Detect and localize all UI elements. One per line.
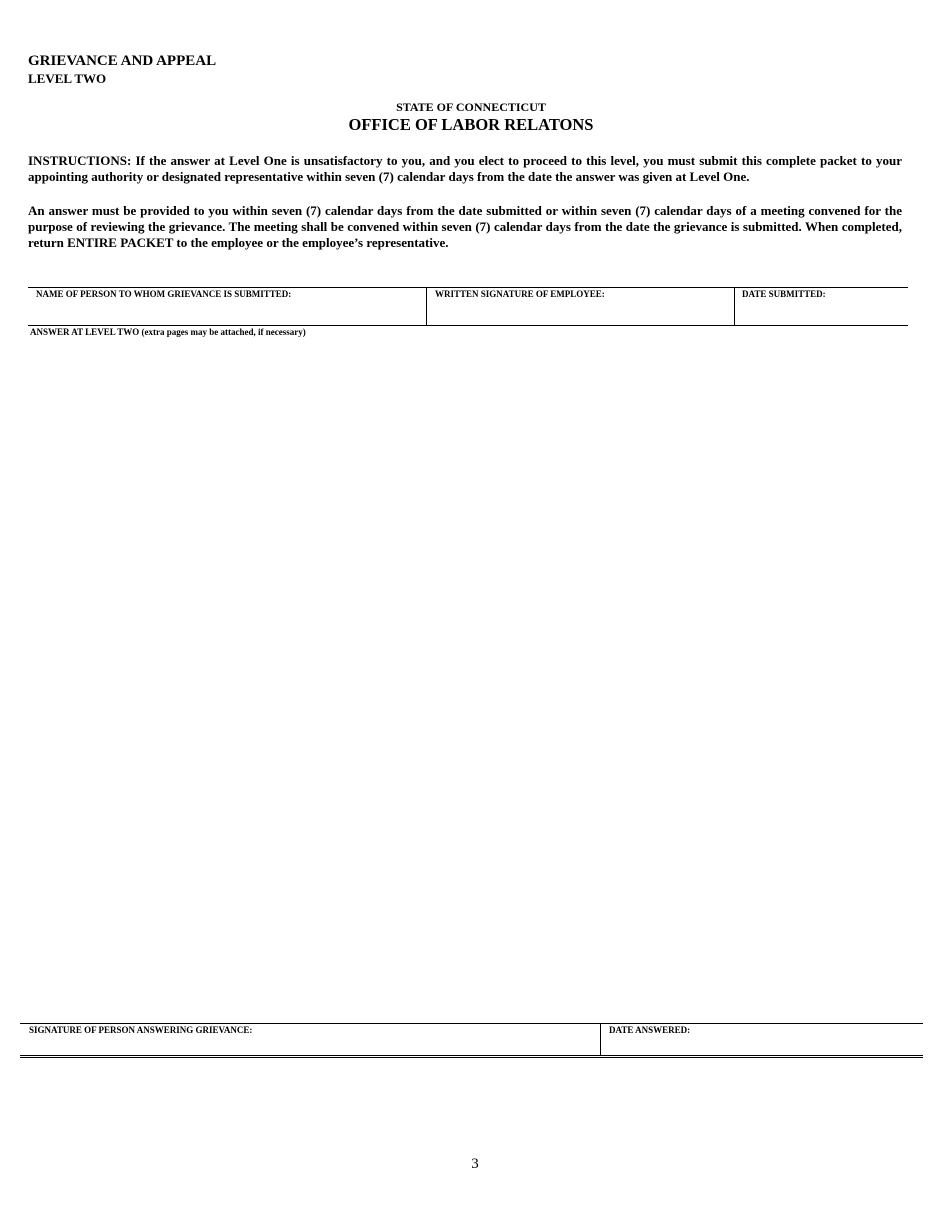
document-title: GRIEVANCE AND APPEAL (28, 53, 217, 69)
submitted-to-label: NAME OF PERSON TO WHOM GRIEVANCE IS SUBMITTED: (36, 289, 292, 299)
document-level: LEVEL TWO (28, 71, 107, 86)
employee-signature-field[interactable] (426, 288, 734, 326)
date-answered-label: DATE ANSWERED: (609, 1025, 691, 1035)
submitted-to-field[interactable] (28, 288, 426, 326)
date-answered-field[interactable] (600, 1024, 923, 1055)
instructions-paragraph: INSTRUCTIONS: If the answer at Level One is unsatisfactory to you, and you elect to proceed to this level, you must submit this complete packet to your appointing authority or designated representative within seven (7) calendar days from the date the answer was given at Level One. (28, 153, 902, 184)
date-submitted-label: DATE SUBMITTED: (742, 289, 826, 299)
office-heading: OFFICE OF LABOR RELATONS (348, 115, 594, 134)
submission-fields-table (28, 287, 908, 326)
state-heading: STATE OF CONNECTICUT (396, 100, 546, 114)
date-submitted-field[interactable] (734, 288, 908, 326)
answer-fields-table (20, 1023, 923, 1058)
answering-signature-field[interactable] (20, 1024, 600, 1055)
employee-signature-label: WRITTEN SIGNATURE OF EMPLOYEE: (435, 289, 605, 299)
answering-signature-label: SIGNATURE OF PERSON ANSWERING GRIEVANCE: (29, 1025, 253, 1035)
page-number: 3 (471, 1156, 479, 1172)
answer-section-label: ANSWER AT LEVEL TWO (extra pages may be attached, if necessary) (30, 327, 306, 337)
answer-deadline-paragraph: An answer must be provided to you within seven (7) calendar days from the date submitted or within seven (7) calendar days of a meeting convened for the purpose of reviewing the grievance. The meeting shall be convened within seven (7) calendar days from the date the grievance is submitted. When completed, return ENTIRE PACKET to the employee or the employee’s representative. (28, 203, 902, 250)
